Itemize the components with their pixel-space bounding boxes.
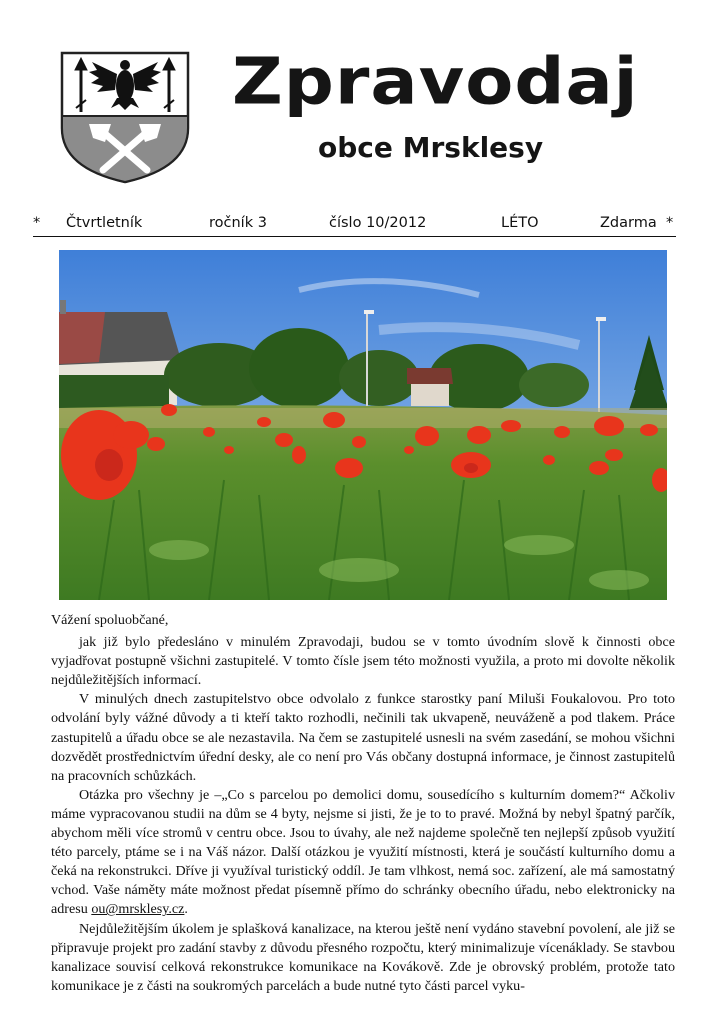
issue-frequency: Čtvrtletník — [66, 215, 143, 231]
article-paragraph-3-end: . — [184, 901, 188, 918]
issue-price: Zdarma — [600, 215, 657, 231]
issue-info-bar — [33, 214, 676, 237]
issue-volume: ročník 3 — [209, 215, 267, 231]
issue-season: LÉTO — [501, 215, 539, 231]
article-paragraph-3 — [51, 786, 675, 920]
article-body — [51, 611, 675, 996]
poppy-field-photo — [59, 250, 667, 600]
article-paragraph-2: V minulých dnech zastupitelstvo obce odvolalo z funkce starostky paní Miluši Foukalovou. Pro toto odvolání byly vážné důvody a ti kteří takto rozhodli, nečinili tak ukvapeně, neuváženě a pod tlakem. Práce zastupitelů a úřadu obce se ale nezastavila. Na čem se zastupitelé usnesli na svém zasedání, se mohou všichni dozvědět prostřednictvím úřední desky, ale co není pro Vás občany dostupná informace, je činnost zastupitelů na pracovních schůzkách. — [51, 691, 675, 784]
masthead-subtitle: obce Mrsklesy — [318, 131, 544, 164]
article-paragraph-1: jak již bylo předesláno v minulém Zpravodaji, budou se v tomto úvodním slově k činnosti obce vyjadřovat postupně všichni zastupitelé. V tomto čísle jsem této možnosti využila, a proto mi dovolte několik nejdůležitějších informací. — [51, 634, 675, 689]
article-paragraph-4: Nejdůležitějším úkolem je splašková kanalizace, na kterou ještě není vydáno stavební povolení, ale již se připravuje projekt pro zadání stavby z důvodu přesného rozpočtu, který minimalizuje vícenáklady. Se stavbou kanalizace souvisí celková rekonstrukce komunikace na Kovákově. Zde je obrovský problém, protože tato komunikace je z části na soukromých parcelách a bude nutné tyto části parcel vyku- — [51, 920, 675, 994]
issue-number: číslo 10/2012 — [329, 215, 427, 231]
issue-star-left: * — [33, 215, 41, 231]
article-greeting: Vážení spoluobčané, — [51, 612, 169, 628]
coat-of-arms-icon — [59, 50, 191, 184]
email-link[interactable]: ou@mrsklesy.cz — [91, 901, 185, 918]
article-paragraph-3-text: Otázka pro všechny je –„Co s parcelou po demolici domu, sousedícího s kulturním domem?“ Ačkoliv máme vypracovanou studii na dům se 4 byty, nejsme si jisti, že je to to pravé. Možná by nebyl špatný parčík, abychom měli více stromů v centru obce. Jsou to úvahy, ale než najdeme společně ten nejlepší způsob využití této parcely, ptáme se i na Váš názor. Další otázkou je využití místnosti, která je součástí kulturního domu a čeká na rekonstrukci. Dříve ji využíval turistický oddíl. Je tam vlhkost, nemá soc. zařízení, ale má samostatný vchod. Vaše náměty máte možnost předat písemně přímo do schránky obecního úřadu, nebo elektronicky na adresu — [51, 786, 675, 918]
masthead-title: Zpravodaj — [232, 43, 639, 120]
issue-star-right: * — [666, 215, 674, 231]
